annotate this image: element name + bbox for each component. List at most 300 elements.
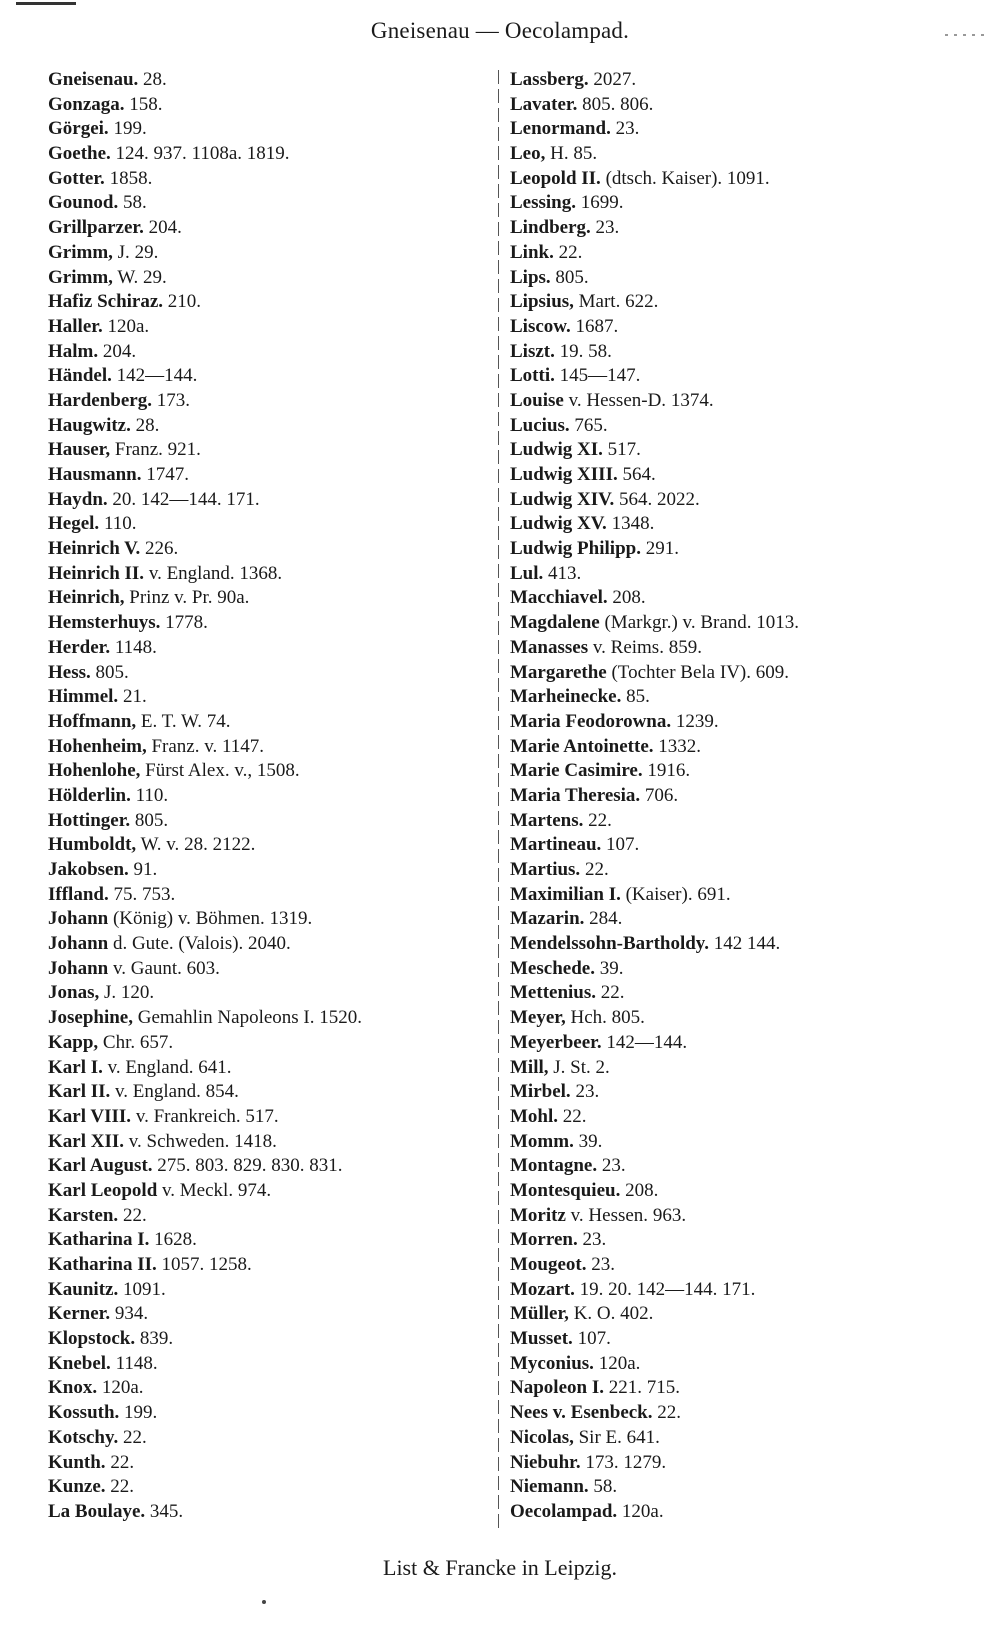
index-entry bbox=[510, 266, 970, 291]
entry-refs: 142—144. bbox=[116, 365, 198, 387]
entry-name: Ludwig XIII. bbox=[510, 464, 618, 485]
index-entry bbox=[510, 932, 970, 957]
entry-name: Heinrich, bbox=[48, 587, 125, 609]
entry-name: Niemann. bbox=[510, 1476, 589, 1498]
entry-qualifier: J. bbox=[103, 982, 117, 1004]
index-entry bbox=[48, 809, 496, 834]
entry-refs: 28. bbox=[135, 414, 160, 436]
entry-name: Hauser, bbox=[48, 439, 111, 461]
entry-refs: 517. bbox=[245, 1105, 279, 1127]
scan-artifact bbox=[16, 2, 76, 5]
entry-refs: 142 144. bbox=[713, 933, 781, 955]
index-entry bbox=[510, 463, 970, 488]
index-entry bbox=[510, 1179, 970, 1204]
entry-name: Lenormand. bbox=[510, 118, 611, 140]
entry-name: Karl II. bbox=[48, 1081, 111, 1103]
entry-refs: 90a. bbox=[217, 587, 250, 609]
entry-refs: 1418. bbox=[234, 1130, 277, 1152]
entry-name: Mill, bbox=[510, 1056, 549, 1078]
entry-refs: 622. bbox=[625, 291, 659, 313]
entry-name: Kossuth. bbox=[48, 1402, 120, 1424]
entry-name: Johann bbox=[48, 908, 109, 930]
index-entry bbox=[48, 833, 496, 858]
entry-refs: 2. bbox=[595, 1056, 610, 1078]
entry-name: Mazarin. bbox=[510, 908, 585, 930]
index-entry bbox=[48, 661, 496, 686]
entry-refs: 29. bbox=[143, 266, 167, 288]
entry-qualifier: Fürst Alex. v., bbox=[145, 760, 253, 782]
entry-refs: 23. bbox=[575, 1081, 600, 1103]
entry-qualifier: Franz. bbox=[114, 439, 163, 461]
index-entry bbox=[48, 858, 496, 883]
entry-name: Montesquieu. bbox=[510, 1179, 621, 1201]
index-entry bbox=[48, 1475, 496, 1500]
index-entry bbox=[48, 414, 496, 439]
entry-refs: 854. bbox=[205, 1081, 239, 1103]
entry-name: Maria Feodorowna. bbox=[510, 710, 672, 732]
entry-name: Liszt. bbox=[510, 340, 555, 362]
entry-name: Klopstock. bbox=[48, 1328, 136, 1350]
entry-refs: 22. bbox=[122, 1204, 147, 1226]
entry-name: Haller. bbox=[48, 315, 103, 337]
index-entry bbox=[48, 1451, 496, 1476]
entry-refs: 1687. bbox=[575, 315, 619, 337]
entry-name: Meyerbeer. bbox=[510, 1031, 602, 1053]
index-entry bbox=[510, 1376, 970, 1401]
entry-name: Gonzaga. bbox=[48, 93, 125, 115]
entry-name: Marheinecke. bbox=[510, 686, 622, 708]
index-entry bbox=[510, 636, 970, 661]
entry-refs: 1520. bbox=[319, 1007, 363, 1029]
entry-refs: 1916. bbox=[647, 760, 691, 782]
entry-qualifier: (König) v. Böhmen. bbox=[112, 908, 265, 930]
index-entry bbox=[48, 784, 496, 809]
entry-refs: 22. bbox=[122, 1426, 147, 1448]
entry-qualifier: E. T. W. bbox=[140, 710, 202, 732]
index-entry bbox=[48, 389, 496, 414]
entry-qualifier: (Tochter Bela IV). bbox=[611, 661, 751, 683]
index-entry bbox=[48, 1006, 496, 1031]
entry-name: Katharina II. bbox=[48, 1254, 157, 1275]
entry-refs: 210. bbox=[167, 291, 202, 313]
entry-refs: 1628. bbox=[154, 1229, 197, 1251]
entry-name: Knox. bbox=[48, 1377, 98, 1399]
entry-name: Lul. bbox=[510, 562, 544, 584]
entry-refs: 706. bbox=[644, 784, 679, 806]
entry-name: Knebel. bbox=[48, 1352, 111, 1374]
index-entry bbox=[510, 216, 970, 241]
entry-refs: 1148. bbox=[115, 1352, 158, 1374]
entry-qualifier: (Kaiser). bbox=[625, 883, 693, 905]
index-entry bbox=[48, 463, 496, 488]
entry-name: Müller, bbox=[510, 1303, 569, 1325]
entry-refs: 1013. bbox=[756, 612, 800, 634]
entry-refs: 142—144. bbox=[606, 1031, 688, 1053]
entry-name: Marie Antoinette. bbox=[510, 735, 654, 757]
index-entry bbox=[510, 1401, 970, 1426]
index-entry bbox=[510, 1451, 970, 1476]
index-entry bbox=[48, 216, 496, 241]
entry-refs: 158. bbox=[129, 93, 163, 115]
entry-refs: 173. 1279. bbox=[585, 1451, 667, 1473]
index-entry bbox=[510, 93, 970, 118]
entry-refs: 603. bbox=[186, 957, 220, 979]
entry-name: Heinrich V. bbox=[48, 538, 141, 560]
entry-name: Kotschy. bbox=[48, 1426, 119, 1448]
index-entry bbox=[510, 142, 970, 167]
entry-name: Hausmann. bbox=[48, 464, 142, 485]
index-entry bbox=[48, 1031, 496, 1056]
entry-name: Meyer, bbox=[510, 1007, 566, 1029]
entry-name: Margarethe bbox=[510, 661, 607, 683]
index-entry bbox=[48, 1426, 496, 1451]
entry-refs: 173. bbox=[156, 389, 190, 411]
entry-refs: 1348. bbox=[611, 513, 655, 535]
entry-name: Ludwig XI. bbox=[510, 439, 603, 461]
index-entry bbox=[48, 340, 496, 365]
index-entry bbox=[510, 117, 970, 142]
index-entry bbox=[48, 883, 496, 908]
index-entry bbox=[48, 907, 496, 932]
entry-refs: 221. 715. bbox=[608, 1377, 680, 1399]
index-entry bbox=[48, 1204, 496, 1229]
entry-refs: 208. bbox=[625, 1179, 659, 1201]
entry-refs: 226. bbox=[144, 538, 179, 560]
entry-refs: 23. bbox=[582, 1229, 607, 1251]
index-entry bbox=[510, 833, 970, 858]
entry-refs: 58. bbox=[122, 192, 147, 214]
entry-name: Hohenheim, bbox=[48, 735, 147, 757]
entry-name: Iffland. bbox=[48, 883, 109, 905]
entry-name: Nicolas, bbox=[510, 1426, 574, 1448]
index-entry bbox=[48, 142, 496, 167]
index-entry bbox=[510, 1080, 970, 1105]
entry-refs: 805. 806. bbox=[582, 93, 654, 115]
entry-name: Lavater. bbox=[510, 93, 578, 115]
index-entry bbox=[48, 266, 496, 291]
entry-qualifier: v. England. bbox=[107, 1056, 194, 1078]
index-entry bbox=[510, 1204, 970, 1229]
index-entry bbox=[48, 1278, 496, 1303]
index-entry bbox=[510, 1500, 970, 1525]
entry-refs: 107. bbox=[606, 834, 640, 856]
entry-refs: 22. bbox=[562, 1105, 587, 1127]
index-entry bbox=[48, 685, 496, 710]
entry-name: Momm. bbox=[510, 1130, 574, 1152]
index-entry bbox=[510, 685, 970, 710]
index-entry bbox=[510, 1302, 970, 1327]
index-entry bbox=[510, 414, 970, 439]
entry-name: Karl I. bbox=[48, 1056, 103, 1078]
index-entry bbox=[48, 586, 496, 611]
entry-name: Jakobsen. bbox=[48, 859, 129, 880]
entry-refs: 641. bbox=[198, 1056, 232, 1078]
entry-refs: 805. bbox=[611, 1007, 645, 1029]
entry-refs: 120a. bbox=[101, 1377, 144, 1399]
entry-refs: 91. bbox=[133, 859, 158, 880]
entry-qualifier: v. Hessen. bbox=[570, 1204, 649, 1226]
entry-qualifier: Gemahlin Napoleons I. bbox=[137, 1007, 315, 1029]
entry-name: Mirbel. bbox=[510, 1081, 571, 1103]
entry-qualifier: d. Gute. (Valois). bbox=[112, 933, 244, 955]
entry-name: Lucius. bbox=[510, 414, 570, 436]
index-entry bbox=[48, 167, 496, 192]
index-entry bbox=[510, 1056, 970, 1081]
entry-refs: 19. 20. 142—144. 171. bbox=[579, 1278, 756, 1300]
entry-name: Leo, bbox=[510, 143, 546, 165]
index-entry bbox=[510, 1031, 970, 1056]
entry-refs: 23. bbox=[615, 118, 640, 140]
entry-qualifier: (Markgr.) v. Brand. bbox=[604, 612, 752, 634]
entry-name: Hemsterhuys. bbox=[48, 612, 161, 634]
entry-refs: 22. bbox=[588, 809, 612, 831]
entry-refs: 58. bbox=[593, 1476, 618, 1498]
entry-refs: 75. 753. bbox=[113, 883, 176, 905]
entry-name: Johann bbox=[48, 933, 109, 955]
entry-qualifier: v. Frankreich. bbox=[135, 1105, 241, 1127]
index-entry bbox=[48, 117, 496, 142]
index-entry bbox=[48, 981, 496, 1006]
entry-refs: 1368. bbox=[239, 562, 283, 584]
index-entry bbox=[510, 907, 970, 932]
index-entry bbox=[48, 1130, 496, 1155]
index-entry bbox=[48, 290, 496, 315]
entry-name: Heinrich II. bbox=[48, 562, 145, 584]
entry-qualifier: Sir E. bbox=[578, 1426, 622, 1448]
entry-name: Karsten. bbox=[48, 1204, 119, 1226]
entry-name: Grillparzer. bbox=[48, 217, 144, 239]
index-entry bbox=[510, 537, 970, 562]
entry-name: Maria Theresia. bbox=[510, 784, 641, 806]
entry-qualifier: Hch. bbox=[570, 1007, 607, 1029]
entry-name: Katharina I. bbox=[48, 1229, 150, 1251]
entry-refs: 204. bbox=[102, 340, 137, 362]
entry-name: Macchiavel. bbox=[510, 587, 608, 609]
entry-qualifier: W. v. bbox=[140, 834, 180, 856]
index-entry bbox=[48, 611, 496, 636]
entry-name: Lindberg. bbox=[510, 217, 591, 239]
entry-name: Gneisenau. bbox=[48, 69, 139, 90]
entry-refs: 1239. bbox=[675, 710, 719, 732]
entry-refs: 839. bbox=[139, 1328, 174, 1350]
entry-refs: 1508. bbox=[256, 760, 300, 782]
index-entry bbox=[510, 1475, 970, 1500]
entry-name: Montagne. bbox=[510, 1155, 598, 1177]
index-entry bbox=[48, 562, 496, 587]
index-entry bbox=[510, 883, 970, 908]
index-column-right bbox=[510, 68, 970, 1525]
index-entry bbox=[510, 586, 970, 611]
index-entry bbox=[510, 389, 970, 414]
index-entry bbox=[510, 512, 970, 537]
entry-qualifier: Franz. v. bbox=[151, 735, 218, 757]
index-entry bbox=[48, 93, 496, 118]
index-entry bbox=[48, 957, 496, 982]
entry-refs: 805. bbox=[134, 809, 169, 831]
entry-qualifier: J. St. bbox=[553, 1056, 591, 1078]
entry-name: Gounod. bbox=[48, 192, 119, 214]
entry-refs: 564. 2022. bbox=[618, 488, 700, 510]
entry-refs: 1319. bbox=[269, 908, 313, 930]
entry-qualifier: v. Schweden. bbox=[128, 1130, 230, 1152]
entry-name: Nees v. Esenbeck. bbox=[510, 1402, 653, 1424]
entry-name: Napoleon I. bbox=[510, 1377, 604, 1399]
entry-refs: 1778. bbox=[165, 612, 208, 634]
entry-name: Mettenius. bbox=[510, 982, 597, 1004]
index-entry bbox=[510, 858, 970, 883]
entry-qualifier: H. bbox=[550, 143, 569, 165]
index-entry bbox=[510, 661, 970, 686]
index-entry bbox=[510, 981, 970, 1006]
entry-refs: 2027. bbox=[593, 69, 637, 90]
entry-refs: 402. bbox=[620, 1303, 654, 1325]
entry-refs: 22. bbox=[110, 1476, 135, 1498]
index-entry bbox=[510, 1426, 970, 1451]
entry-refs: 564. bbox=[622, 464, 656, 485]
index-entry bbox=[510, 1154, 970, 1179]
entry-refs: 110. bbox=[103, 513, 137, 535]
index-entry bbox=[48, 1228, 496, 1253]
index-entry bbox=[510, 364, 970, 389]
entry-refs: 85. bbox=[573, 143, 598, 165]
entry-qualifier: v. Hessen-D. bbox=[568, 389, 667, 411]
entry-refs: 107. bbox=[577, 1328, 611, 1350]
entry-name: Mougeot. bbox=[510, 1254, 587, 1275]
index-entry bbox=[510, 191, 970, 216]
index-entry bbox=[510, 488, 970, 513]
entry-qualifier: Chr. bbox=[102, 1031, 136, 1053]
entry-refs: 921. bbox=[167, 439, 201, 461]
entry-refs: 1747. bbox=[146, 464, 189, 485]
entry-refs: 22. bbox=[584, 859, 609, 880]
index-entry bbox=[510, 735, 970, 760]
index-entry bbox=[48, 1302, 496, 1327]
entry-name: Kaunitz. bbox=[48, 1278, 119, 1300]
entry-refs: 1332. bbox=[658, 735, 702, 757]
index-entry bbox=[48, 1376, 496, 1401]
entry-refs: 765. bbox=[574, 414, 608, 436]
entry-refs: 23. bbox=[601, 1155, 626, 1177]
entry-name: Halm. bbox=[48, 340, 99, 362]
index-entry bbox=[48, 438, 496, 463]
entry-name: La Boulaye. bbox=[48, 1500, 146, 1522]
entry-name: Johann bbox=[48, 957, 109, 979]
entry-refs: 291. bbox=[645, 538, 679, 560]
index-entry bbox=[510, 957, 970, 982]
entry-name: Moritz bbox=[510, 1204, 566, 1226]
entry-refs: 963. bbox=[652, 1204, 687, 1226]
entry-name: Manasses bbox=[510, 636, 589, 658]
index-entry bbox=[48, 1056, 496, 1081]
index-entry bbox=[510, 611, 970, 636]
entry-qualifier: W. bbox=[117, 266, 139, 288]
entry-name: Louise bbox=[510, 389, 564, 411]
entry-name: Karl VIII. bbox=[48, 1105, 132, 1127]
entry-refs: 22. bbox=[110, 1451, 135, 1473]
entry-refs: 110. bbox=[135, 784, 169, 806]
entry-name: Hölderlin. bbox=[48, 784, 131, 806]
entry-refs: 28. 2122. bbox=[184, 834, 256, 856]
entry-name: Grimm, bbox=[48, 266, 113, 288]
index-entry bbox=[510, 1105, 970, 1130]
entry-refs: 1374. bbox=[670, 389, 714, 411]
index-entry bbox=[48, 1253, 496, 1278]
entry-name: Ludwig XV. bbox=[510, 513, 607, 535]
entry-name: Oecolampad. bbox=[510, 1500, 618, 1522]
entry-name: Mendelssohn-Bartholdy. bbox=[510, 933, 710, 955]
entry-name: Hoffmann, bbox=[48, 710, 137, 732]
entry-refs: 124. 937. 1108a. 1819. bbox=[115, 143, 290, 165]
entry-name: Kunth. bbox=[48, 1451, 106, 1473]
index-entry bbox=[510, 1228, 970, 1253]
entry-name: Karl Leopold bbox=[48, 1179, 158, 1201]
index-entry bbox=[48, 1352, 496, 1377]
entry-name: Lessing. bbox=[510, 192, 576, 214]
entry-name: Hegel. bbox=[48, 513, 100, 535]
entry-name: Musset. bbox=[510, 1328, 573, 1350]
entry-name: Liscow. bbox=[510, 315, 571, 337]
entry-refs: 22. bbox=[600, 982, 625, 1004]
entry-refs: 120a. bbox=[598, 1352, 641, 1374]
entry-name: Myconius. bbox=[510, 1352, 594, 1374]
index-entry bbox=[48, 710, 496, 735]
entry-name: Marie Casimire. bbox=[510, 760, 643, 782]
index-entry bbox=[510, 241, 970, 266]
entry-name: Görgei. bbox=[48, 118, 109, 140]
entry-name: Meschede. bbox=[510, 957, 595, 979]
entry-refs: 345. bbox=[149, 1500, 184, 1522]
entry-name: Hottinger. bbox=[48, 809, 131, 831]
entry-refs: 21. bbox=[122, 686, 147, 708]
entry-refs: 120a. bbox=[107, 315, 150, 337]
index-entry bbox=[48, 932, 496, 957]
entry-refs: 199. bbox=[124, 1402, 158, 1424]
entry-refs: 859. bbox=[668, 636, 702, 658]
entry-refs: 934. bbox=[114, 1303, 149, 1325]
entry-refs: 2040. bbox=[248, 933, 291, 955]
index-entry bbox=[48, 488, 496, 513]
index-entry bbox=[510, 1352, 970, 1377]
index-entry bbox=[510, 167, 970, 192]
index-column-left bbox=[48, 68, 496, 1525]
entry-refs: 1147. bbox=[221, 735, 265, 757]
entry-name: Händel. bbox=[48, 365, 112, 387]
entry-refs: 691. bbox=[697, 883, 731, 905]
index-entry bbox=[48, 512, 496, 537]
entry-name: Goethe. bbox=[48, 143, 111, 165]
index-entry bbox=[48, 1500, 496, 1525]
entry-name: Link. bbox=[510, 241, 554, 263]
entry-refs: 641. bbox=[626, 1426, 660, 1448]
entry-name: Morren. bbox=[510, 1229, 578, 1251]
index-entry bbox=[510, 438, 970, 463]
entry-refs: 23. bbox=[591, 1254, 616, 1275]
entry-qualifier: J. bbox=[117, 241, 130, 263]
entry-name: Hafiz Schiraz. bbox=[48, 291, 164, 313]
index-entry bbox=[510, 562, 970, 587]
entry-refs: 208. bbox=[612, 587, 646, 609]
entry-name: Ludwig XIV. bbox=[510, 488, 615, 510]
index-entry bbox=[510, 290, 970, 315]
entry-name: Herder. bbox=[48, 636, 111, 658]
index-entry bbox=[48, 241, 496, 266]
index-entry bbox=[48, 315, 496, 340]
entry-refs: 74. bbox=[206, 710, 231, 732]
entry-qualifier: v. Reims. bbox=[592, 636, 664, 658]
entry-name: Karl XII. bbox=[48, 1130, 124, 1152]
entry-refs: 517. bbox=[607, 439, 641, 461]
entry-name: Ludwig Philipp. bbox=[510, 538, 641, 560]
